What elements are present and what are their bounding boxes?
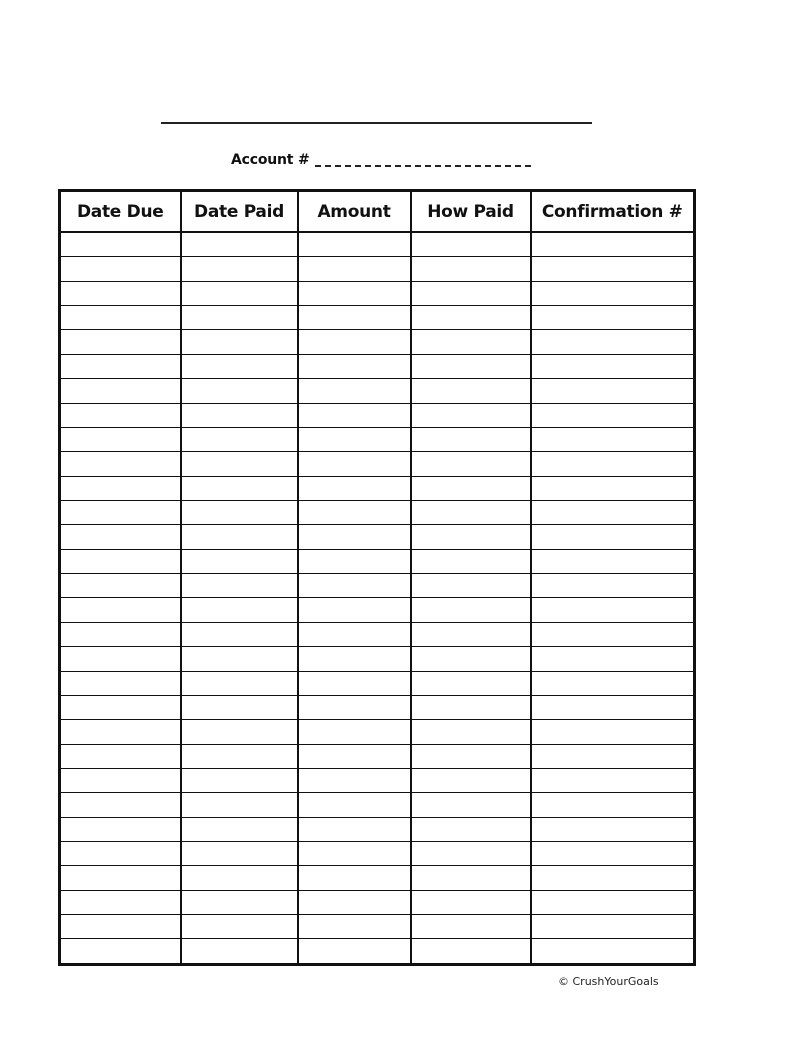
cell-date-due[interactable]	[60, 281, 181, 305]
table-body	[60, 232, 695, 965]
cell-amount[interactable]	[298, 939, 411, 965]
cell-confirmation[interactable]	[531, 306, 695, 330]
cell-date-due[interactable]	[60, 452, 181, 476]
cell-date-due[interactable]	[60, 890, 181, 914]
cell-how-paid[interactable]	[411, 866, 531, 890]
table-row	[60, 427, 695, 451]
cell-confirmation[interactable]	[531, 720, 695, 744]
table-row	[60, 671, 695, 695]
cell-confirmation[interactable]	[531, 379, 695, 403]
cell-amount[interactable]	[298, 257, 411, 281]
cell-confirmation[interactable]	[531, 671, 695, 695]
cell-amount[interactable]	[298, 500, 411, 524]
column-header-amount: Amount	[298, 191, 411, 233]
cell-how-paid[interactable]	[411, 793, 531, 817]
account-number-field	[231, 149, 531, 169]
table-row	[60, 695, 695, 719]
cell-amount[interactable]	[298, 744, 411, 768]
table-row	[60, 403, 695, 427]
cell-confirmation[interactable]	[531, 622, 695, 646]
cell-amount[interactable]	[298, 232, 411, 257]
cell-how-paid[interactable]	[411, 890, 531, 914]
cell-date-paid[interactable]	[181, 939, 298, 965]
cell-how-paid[interactable]	[411, 647, 531, 671]
table-row	[60, 549, 695, 573]
cell-how-paid[interactable]	[411, 574, 531, 598]
cell-confirmation[interactable]	[531, 525, 695, 549]
table-row	[60, 354, 695, 378]
cell-amount[interactable]	[298, 768, 411, 792]
cell-how-paid[interactable]	[411, 695, 531, 719]
cell-confirmation[interactable]	[531, 427, 695, 451]
cell-amount[interactable]	[298, 647, 411, 671]
table-row	[60, 476, 695, 500]
cell-date-due[interactable]	[60, 403, 181, 427]
table-row	[60, 598, 695, 622]
table-row	[60, 574, 695, 598]
cell-date-due[interactable]	[60, 574, 181, 598]
cell-how-paid[interactable]	[411, 452, 531, 476]
cell-date-due[interactable]	[60, 257, 181, 281]
table-row	[60, 281, 695, 305]
cell-date-paid[interactable]	[181, 330, 298, 354]
column-header-date-due: Date Due	[60, 191, 181, 233]
cell-confirmation[interactable]	[531, 549, 695, 573]
cell-date-paid[interactable]	[181, 525, 298, 549]
cell-confirmation[interactable]	[531, 500, 695, 524]
table-row	[60, 939, 695, 965]
cell-date-due[interactable]	[60, 695, 181, 719]
cell-confirmation[interactable]	[531, 939, 695, 965]
cell-amount[interactable]	[298, 281, 411, 305]
table-row	[60, 744, 695, 768]
cell-date-paid[interactable]	[181, 817, 298, 841]
cell-date-due[interactable]	[60, 671, 181, 695]
table-row	[60, 452, 695, 476]
cell-date-due[interactable]	[60, 379, 181, 403]
cell-amount[interactable]	[298, 330, 411, 354]
cell-how-paid[interactable]	[411, 671, 531, 695]
cell-confirmation[interactable]	[531, 793, 695, 817]
cell-how-paid[interactable]	[411, 549, 531, 573]
table-row	[60, 842, 695, 866]
cell-amount[interactable]	[298, 817, 411, 841]
cell-confirmation[interactable]	[531, 574, 695, 598]
cell-date-due[interactable]	[60, 306, 181, 330]
cell-date-paid[interactable]	[181, 720, 298, 744]
cell-date-paid[interactable]	[181, 549, 298, 573]
cell-how-paid[interactable]	[411, 842, 531, 866]
cell-how-paid[interactable]	[411, 915, 531, 939]
cell-confirmation[interactable]	[531, 744, 695, 768]
table-row	[60, 866, 695, 890]
cell-amount[interactable]	[298, 403, 411, 427]
cell-date-due[interactable]	[60, 915, 181, 939]
cell-how-paid[interactable]	[411, 476, 531, 500]
cell-date-paid[interactable]	[181, 306, 298, 330]
cell-amount[interactable]	[298, 890, 411, 914]
cell-how-paid[interactable]	[411, 817, 531, 841]
cell-amount[interactable]	[298, 379, 411, 403]
cell-date-due[interactable]	[60, 525, 181, 549]
cell-how-paid[interactable]	[411, 744, 531, 768]
table-row	[60, 525, 695, 549]
cell-date-paid[interactable]	[181, 793, 298, 817]
cell-date-paid[interactable]	[181, 671, 298, 695]
cell-how-paid[interactable]	[411, 500, 531, 524]
cell-date-due[interactable]	[60, 842, 181, 866]
table-row	[60, 257, 695, 281]
cell-date-paid[interactable]	[181, 281, 298, 305]
cell-amount[interactable]	[298, 549, 411, 573]
cell-how-paid[interactable]	[411, 720, 531, 744]
cell-confirmation[interactable]	[531, 403, 695, 427]
cell-confirmation[interactable]	[531, 476, 695, 500]
cell-confirmation[interactable]	[531, 842, 695, 866]
column-header-confirmation: Confirmation #	[531, 191, 695, 233]
cell-confirmation[interactable]	[531, 890, 695, 914]
table-row	[60, 720, 695, 744]
cell-date-due[interactable]	[60, 598, 181, 622]
cell-date-paid[interactable]	[181, 476, 298, 500]
cell-date-due[interactable]	[60, 232, 181, 257]
table-row	[60, 622, 695, 646]
cell-confirmation[interactable]	[531, 695, 695, 719]
cell-how-paid[interactable]	[411, 768, 531, 792]
cell-date-due[interactable]	[60, 768, 181, 792]
cell-date-paid[interactable]	[181, 622, 298, 646]
cell-date-paid[interactable]	[181, 257, 298, 281]
cell-confirmation[interactable]	[531, 647, 695, 671]
cell-date-due[interactable]	[60, 330, 181, 354]
cell-date-paid[interactable]	[181, 744, 298, 768]
cell-how-paid[interactable]	[411, 379, 531, 403]
payment-log-table	[58, 189, 696, 966]
cell-confirmation[interactable]	[531, 452, 695, 476]
cell-date-paid[interactable]	[181, 890, 298, 914]
table-row	[60, 330, 695, 354]
table-row	[60, 915, 695, 939]
table-row	[60, 232, 695, 257]
cell-date-due[interactable]	[60, 500, 181, 524]
table-header-row	[60, 191, 695, 233]
cell-date-paid[interactable]	[181, 379, 298, 403]
cell-confirmation[interactable]	[531, 232, 695, 257]
cell-date-due[interactable]	[60, 354, 181, 378]
cell-amount[interactable]	[298, 574, 411, 598]
cell-date-due[interactable]	[60, 817, 181, 841]
cell-date-due[interactable]	[60, 549, 181, 573]
cell-date-paid[interactable]	[181, 232, 298, 257]
account-number-blank	[315, 165, 531, 167]
table-row	[60, 817, 695, 841]
cell-date-paid[interactable]	[181, 354, 298, 378]
cell-how-paid[interactable]	[411, 525, 531, 549]
cell-amount[interactable]	[298, 671, 411, 695]
cell-how-paid[interactable]	[411, 939, 531, 965]
cell-how-paid[interactable]	[411, 281, 531, 305]
cell-how-paid[interactable]	[411, 427, 531, 451]
cell-amount[interactable]	[298, 306, 411, 330]
cell-confirmation[interactable]	[531, 866, 695, 890]
cell-how-paid[interactable]	[411, 622, 531, 646]
cell-confirmation[interactable]	[531, 330, 695, 354]
cell-confirmation[interactable]	[531, 257, 695, 281]
cell-date-due[interactable]	[60, 866, 181, 890]
cell-date-paid[interactable]	[181, 452, 298, 476]
column-header-how-paid: How Paid	[411, 191, 531, 233]
column-header-date-paid: Date Paid	[181, 191, 298, 233]
cell-amount[interactable]	[298, 915, 411, 939]
cell-amount[interactable]	[298, 866, 411, 890]
cell-amount[interactable]	[298, 720, 411, 744]
cell-date-paid[interactable]	[181, 647, 298, 671]
cell-amount[interactable]	[298, 695, 411, 719]
cell-date-due[interactable]	[60, 939, 181, 965]
cell-confirmation[interactable]	[531, 598, 695, 622]
cell-how-paid[interactable]	[411, 232, 531, 257]
cell-confirmation[interactable]	[531, 281, 695, 305]
cell-amount[interactable]	[298, 793, 411, 817]
cell-date-paid[interactable]	[181, 695, 298, 719]
cell-amount[interactable]	[298, 476, 411, 500]
cell-amount[interactable]	[298, 622, 411, 646]
account-label: Account #	[231, 152, 310, 168]
cell-date-paid[interactable]	[181, 403, 298, 427]
cell-date-paid[interactable]	[181, 598, 298, 622]
cell-amount[interactable]	[298, 427, 411, 451]
cell-date-paid[interactable]	[181, 500, 298, 524]
cell-date-paid[interactable]	[181, 574, 298, 598]
title-blank-line	[161, 122, 592, 124]
cell-date-paid[interactable]	[181, 768, 298, 792]
cell-amount[interactable]	[298, 354, 411, 378]
table-row	[60, 768, 695, 792]
cell-confirmation[interactable]	[531, 768, 695, 792]
cell-date-due[interactable]	[60, 647, 181, 671]
copyright-notice: © CrushYourGoals	[558, 975, 659, 988]
table-row	[60, 379, 695, 403]
cell-amount[interactable]	[298, 525, 411, 549]
cell-date-due[interactable]	[60, 622, 181, 646]
cell-how-paid[interactable]	[411, 598, 531, 622]
cell-date-due[interactable]	[60, 793, 181, 817]
cell-amount[interactable]	[298, 598, 411, 622]
cell-confirmation[interactable]	[531, 817, 695, 841]
cell-date-paid[interactable]	[181, 842, 298, 866]
cell-how-paid[interactable]	[411, 403, 531, 427]
cell-how-paid[interactable]	[411, 306, 531, 330]
cell-date-due[interactable]	[60, 427, 181, 451]
table-row	[60, 890, 695, 914]
cell-date-due[interactable]	[60, 720, 181, 744]
cell-date-due[interactable]	[60, 476, 181, 500]
cell-how-paid[interactable]	[411, 257, 531, 281]
table-row	[60, 306, 695, 330]
cell-amount[interactable]	[298, 842, 411, 866]
cell-how-paid[interactable]	[411, 354, 531, 378]
cell-date-paid[interactable]	[181, 427, 298, 451]
table-row	[60, 647, 695, 671]
cell-date-paid[interactable]	[181, 866, 298, 890]
cell-amount[interactable]	[298, 452, 411, 476]
cell-date-paid[interactable]	[181, 915, 298, 939]
cell-date-due[interactable]	[60, 744, 181, 768]
cell-how-paid[interactable]	[411, 330, 531, 354]
cell-confirmation[interactable]	[531, 915, 695, 939]
table-row	[60, 793, 695, 817]
cell-confirmation[interactable]	[531, 354, 695, 378]
table-row	[60, 500, 695, 524]
